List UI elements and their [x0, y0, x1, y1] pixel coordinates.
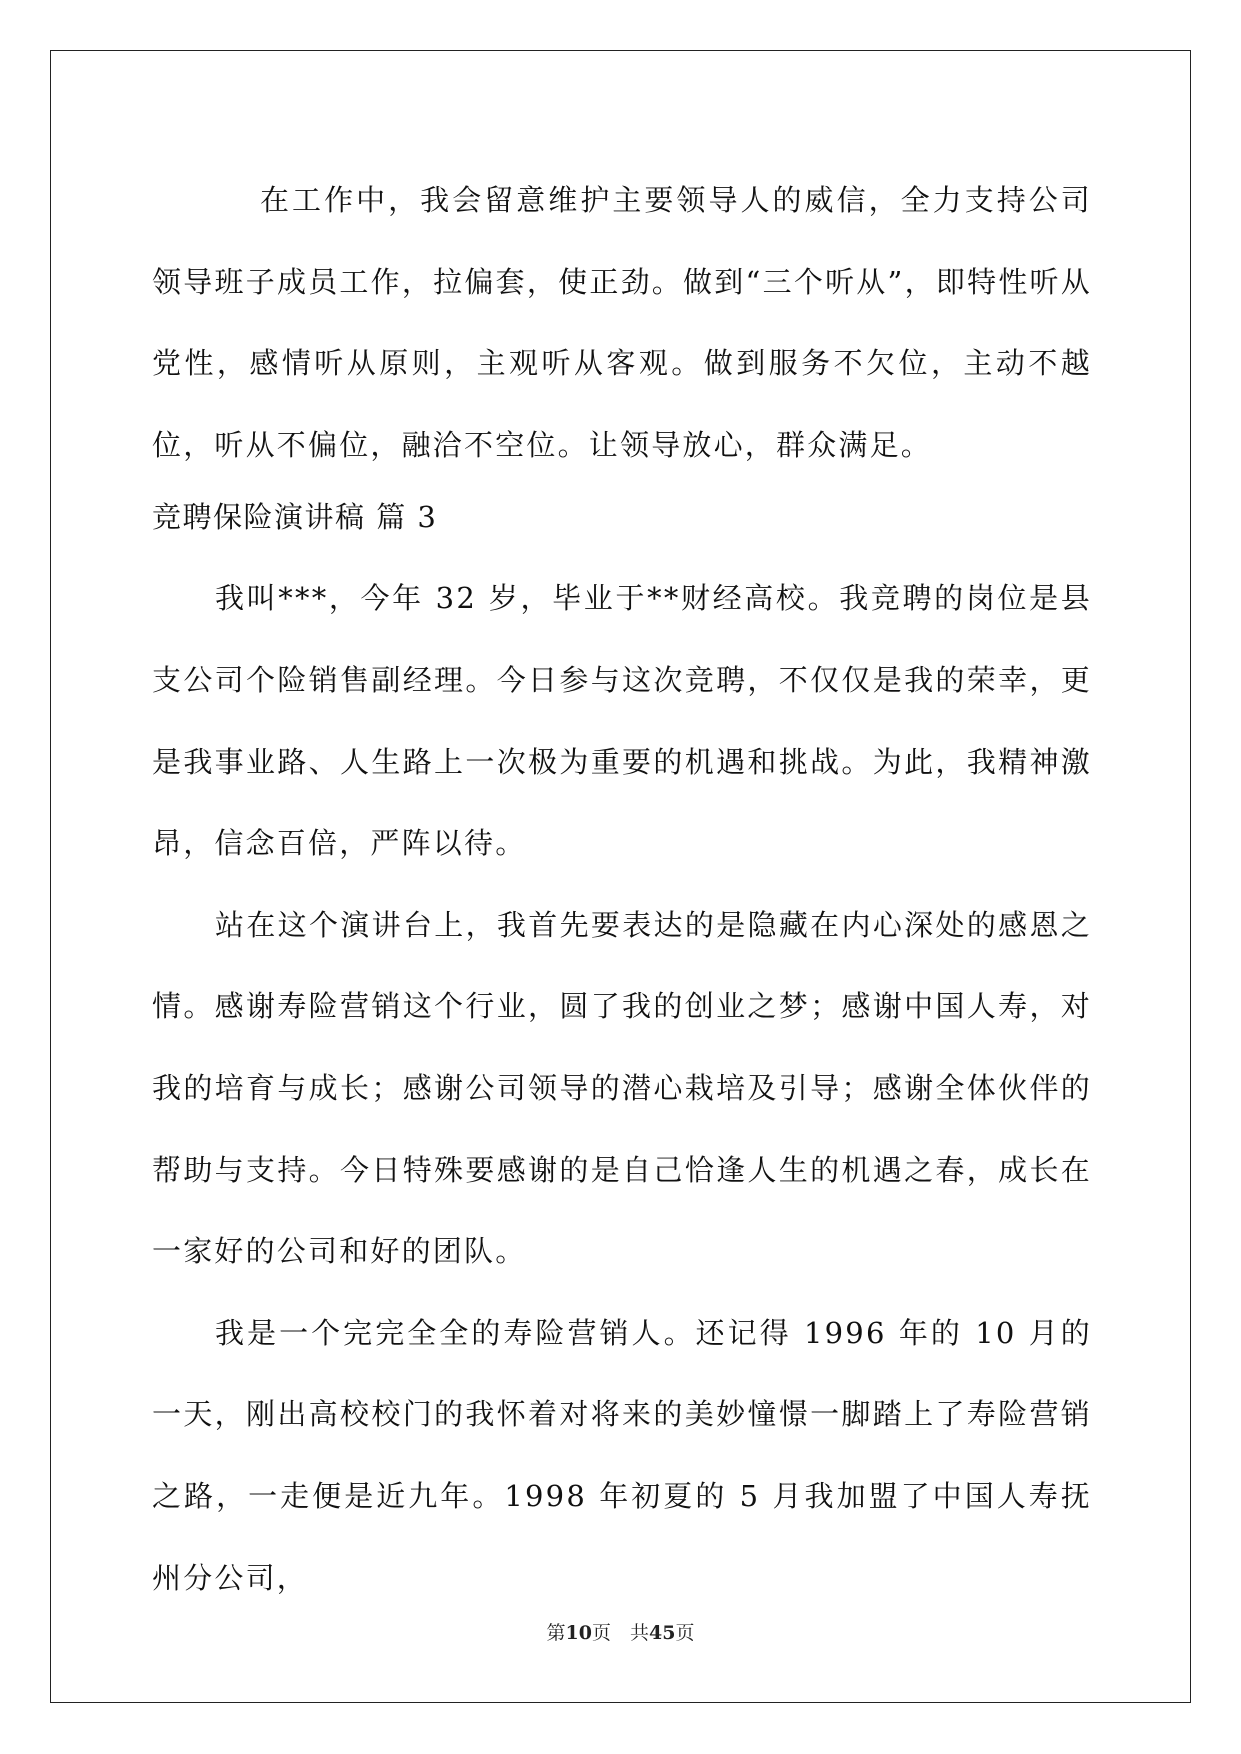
total-pages: 45 [649, 1622, 676, 1644]
footer-mid: 页 共 [591, 1622, 649, 1644]
paragraph: 在工作中，我会留意维护主要领导人的威信，全力支持公司领导班子成员工作，拉偏套，使正劲。做到“三个听从”，即特性听从党性，感情听从原则，主观听从客观。做到服务不欠位，主动不越位，听从不偏位，融洽不空位。让领导放心，群众满足。 [152, 183, 1092, 462]
paragraph: 我叫***，今年 32 岁，毕业于**财经高校。我竞聘的岗位是县支公司个险销售副经理。今日参与这次竞聘，不仅仅是我的荣幸，更是我事业路、人生路上一次极为重要的机遇和挑战。为此，我精神激昂，信念百倍，严阵以待。 [152, 581, 1092, 861]
paragraph: 我是一个完完全全的寿险营销人。还记得 1996 年的 10 月的一天，刚出高校校门的我怀着对将来的美妙憧憬一脚踏上了寿险营销之路，一走便是近九年。1998 年初夏的 5 月我加盟了中国人寿抚州分公司， [152, 1315, 1092, 1595]
section-heading: 竞聘保险演讲稿 篇 3 [152, 500, 438, 535]
document-body [152, 160, 1092, 1619]
footer-prefix: 第 [546, 1622, 566, 1644]
page-footer [0, 1618, 1241, 1645]
page-number: 10 [565, 1622, 592, 1644]
paragraph: 站在这个演讲台上，我首先要表达的是隐藏在内心深处的感恩之情。感谢寿险营销这个行业，圆了我的创业之梦；感谢中国人寿，对我的培育与成长；感谢公司领导的潜心栽培及引导；感谢全体伙伴的帮助与支持。今日特殊要感谢的是自己恰逢人生的机遇之春，成长在一家好的公司和好的团队。 [152, 907, 1092, 1269]
footer-suffix: 页 [675, 1622, 695, 1644]
